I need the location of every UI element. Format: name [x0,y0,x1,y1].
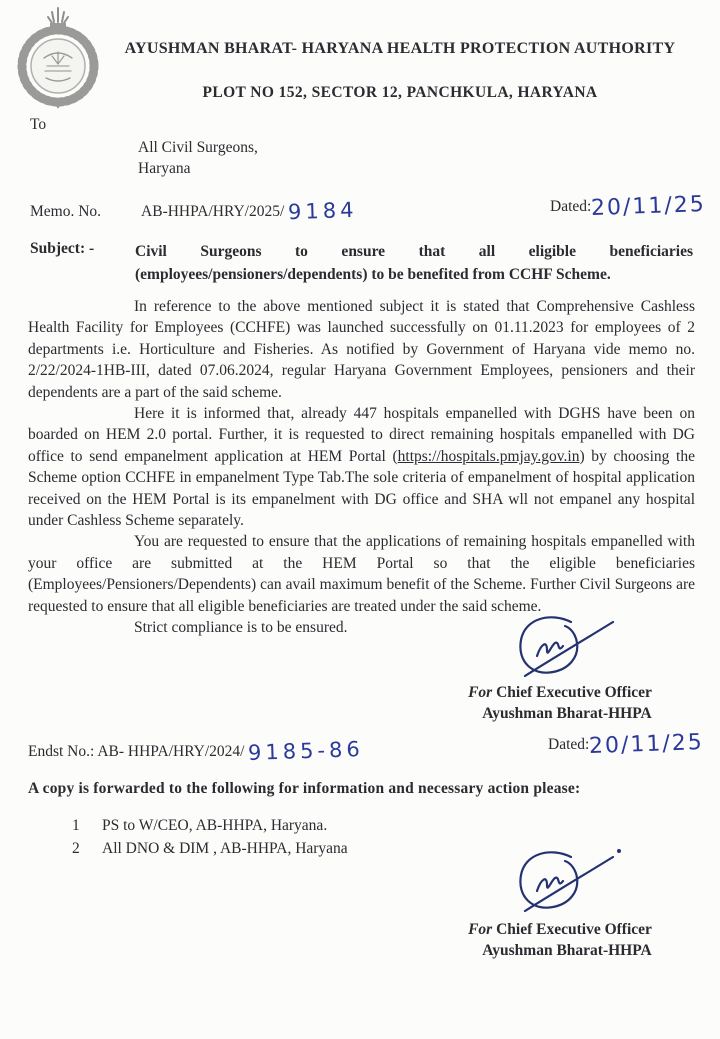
signature-scribble-1 [485,612,635,686]
cc-item-text: PS to W/CEO, AB-HHPA, Haryana. [102,817,328,834]
endst-dated-label: Dated: [548,736,590,753]
govt-of-haryana-emblem-icon [14,6,102,110]
endst-label: Endst No.: [28,743,95,760]
memo-number-printed: AB-HHPA/HRY/2025/ [141,203,285,220]
body-closing-line: Strict compliance is to be ensured. [134,619,348,637]
hem-portal-url: https://hospitals.pmjay.gov.in [397,447,580,465]
signatory-designation-1: Chief Executive Officer [496,684,652,701]
memo-date-handwritten: 20/11/25 [590,192,707,221]
body-paragraph-2-text: Here it is informed that, already 447 hospitals empanelled with DGHS have been on boarded on HEM 2.0 portal. Further, it is requested to direct remaining hospitals empanelled with DG office to send empanelment application at HEM Portal ( [28,405,695,465]
memo-number-handwritten: 9184 [287,197,359,225]
forward-intro: A copy is forwarded to the following for information and necessary action please: [28,780,581,797]
memo-dated-label: Dated: [550,198,592,215]
subject-line2: (employees/pensioners/dependents) to be benefited from CCHF Scheme. [135,266,611,283]
cc-list [72,814,348,860]
body-paragraph-1: In reference to the above mentioned subject it is stated that Comprehensive Cashless Health Facility for Employees (CCHFE) was launched successfully on 01.11.2023 for employees of 2 departments i.e. Horticulture and Fisheries. As notified by Government of Haryana vide memo no. 2/22/2024-1HB-III, dated 07.06.2024, regular Haryana Government Employees, pensioners and their dependents are a part of the said scheme. [28,298,695,401]
body-paragraph-2 [28,403,695,531]
endst-number-handwritten: 9185-86 [247,736,365,766]
signatory-designation-2: Chief Executive Officer [496,921,652,938]
endst-date-handwritten: 20/11/25 [588,730,705,759]
endst-number-printed: AB- HHPA/HRY/2024/ [97,743,245,760]
memo-date-row [550,192,707,221]
cc-list-item [72,837,348,860]
memo-number-row [30,197,359,225]
cc-item-number: 1 [72,817,80,834]
for-label-2: For [468,921,493,938]
cc-list-item [72,814,348,837]
letterhead-org-name: AYUSHMAN BHARAT- HARYANA HEALTH PROTECTION AUTHORITY [124,40,676,57]
signature-scribble-2 [485,843,635,923]
cc-item-text: All DNO & DIM , AB-HHPA, Haryana [102,840,348,857]
to-label: To [30,116,47,133]
signature-block-2 [420,843,700,961]
signatory-title-1 [420,682,700,703]
subject-text [135,240,693,286]
for-label-1: For [468,684,493,701]
endst-date-row [548,730,705,759]
addressee-line2: Haryana [138,160,191,177]
subject-line1: Civil Surgeons to ensure that all eligible beneficiaries [135,243,693,260]
endst-number-row [28,736,365,766]
body-paragraph-3: You are requested to ensure that the applications of remaining hospitals empanelled with your office are submitted at the HEM Portal so that the eligible beneficiaries (Employees/Pensioners/Dependents) can avail maximum benefit of the Scheme. Further Civil Surgeons are requested to ensure that all eligible beneficiaries are treated under the said scheme. [28,533,695,615]
signatory-title-2 [420,919,700,940]
signatory-org-2: Ayushman Bharat-HHPA [482,942,652,959]
body-paragraph-2-text-after: ) by choosing the Scheme option CCHFE in empanelment Type Tab.The sole criteria of empanelment of hospital application received on the HEM Portal is its empanelment with DG office and SHA wll not empanel any hospital under Cashless Scheme separately. [28,447,695,530]
cc-item-number: 2 [72,840,80,857]
letter-body [28,296,695,639]
memo-number-label: Memo. No. [30,203,102,220]
signatory-org-1: Ayushman Bharat-HHPA [482,705,652,722]
signature-block-1 [420,612,700,724]
addressee-line1: All Civil Surgeons, [138,139,258,156]
letterhead-address: PLOT NO 152, SECTOR 12, PANCHKULA, HARYANA [202,84,598,101]
subject-label: Subject: - [30,240,95,257]
